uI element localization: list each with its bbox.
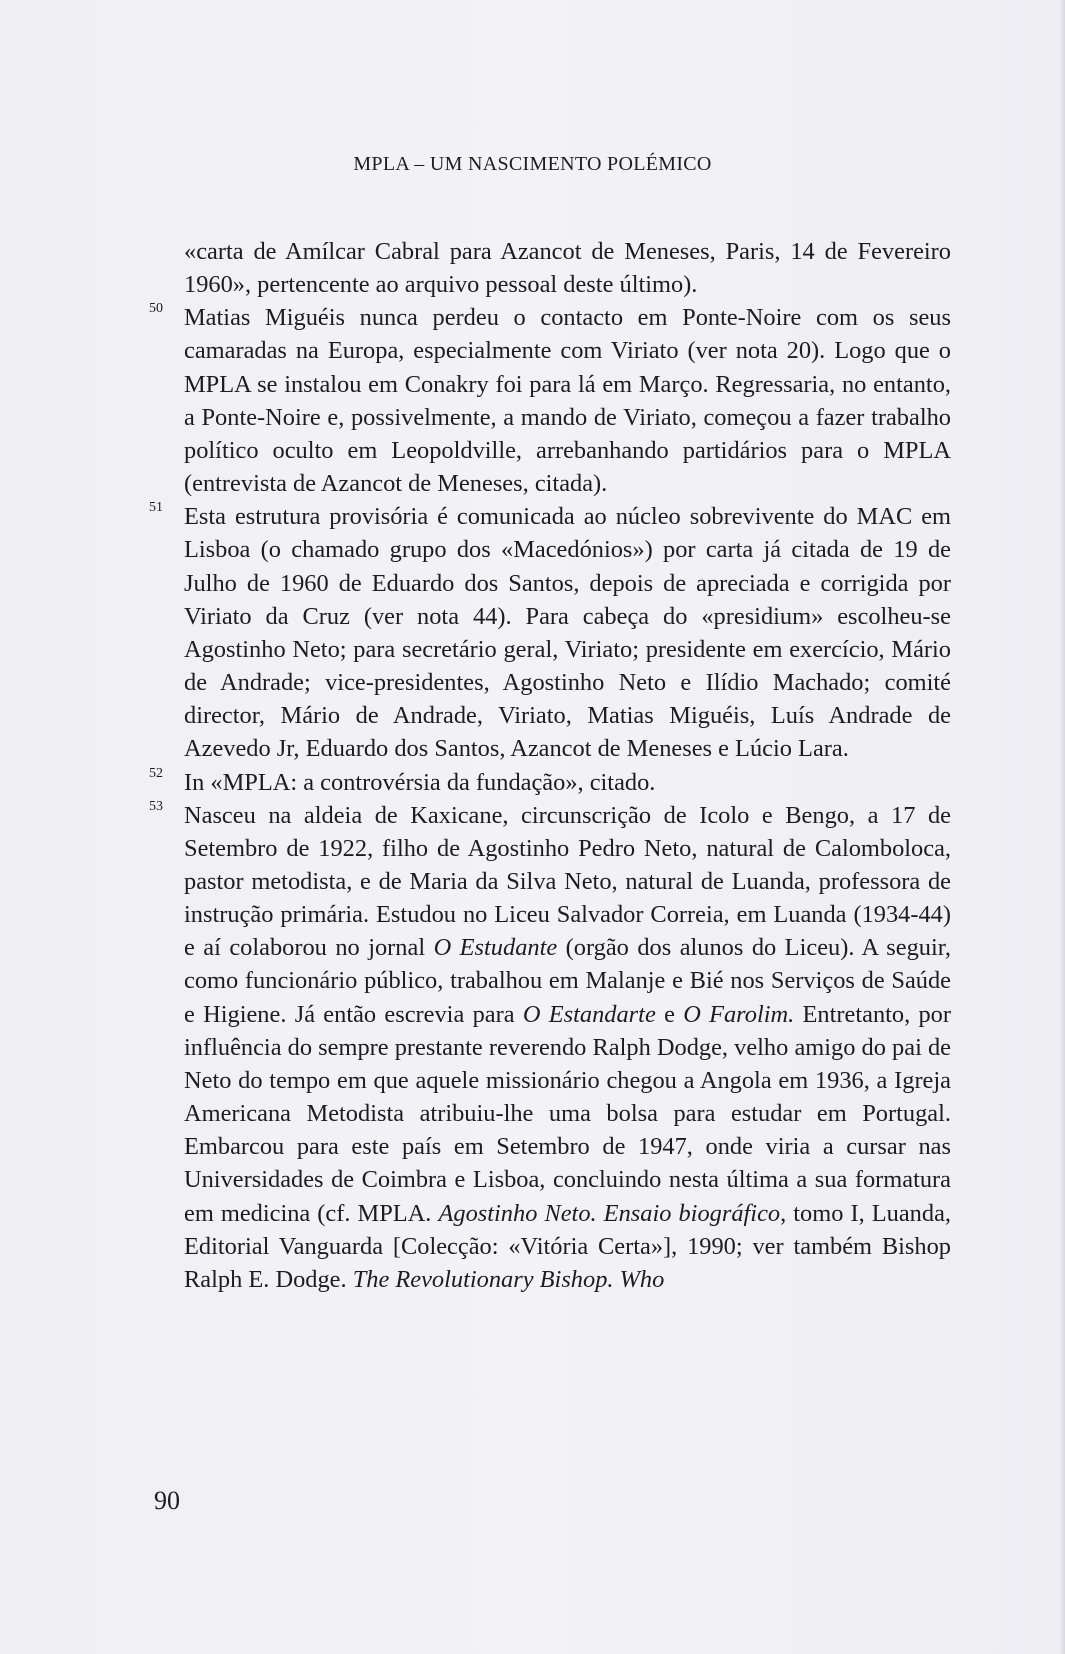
- italic-title: Agostinho Neto. Ensaio biográfico: [438, 1199, 781, 1227]
- footnote-text: [184, 799, 951, 1296]
- italic-title: The Revolutionary Bishop. Who: [352, 1265, 665, 1293]
- text-run: e: [655, 1000, 684, 1028]
- page-number: 90: [154, 1486, 180, 1515]
- running-header: MPLA – UM NASCIMENTO POLÉMICO: [353, 153, 712, 175]
- text-run: (orgão dos alunos do Liceu). A seguir, como funcionário público, trabalhou em Malanje e Bié nos Serviços de Saúde e Higiene. Já então escrevia para: [184, 934, 952, 1028]
- footnote-number: 53: [149, 798, 163, 814]
- footnote-text: Esta estrutura provisória é comunicada ao núcleo sobrevivente do MAC em Lisboa (o chamado grupo dos «Macedónios») por carta já citada de 19 de Julho de 1960 de Eduardo dos Santos, depois de apreciada e corrigida por Viriato da Cruz (ver nota 44). Para cabeça do «presidium» escolheu-se Agostinho Neto; para secretário geral, Viriato; presidente em exercício, Mário de Andrade; vice-presidentes, Agostinho Neto e Ilídio Machado; comité director, Mário de Andrade, Viriato, Matias Miguéis, Luís Andrade de Azevedo Jr, Eduardo dos Santos, Azancot de Meneses e Lúcio Lara.: [184, 503, 951, 763]
- footnote-continuation: [184, 235, 951, 301]
- footnote-number: 50: [149, 301, 163, 317]
- text-run: Nasceu na aldeia de Kaxicane, circunscrição de Icolo e Bengo, a 17 de Setembro de 1922, filho de Agostinho Pedro Neto, natural de Calomboloca, pastor metodista, e de Maria da Silva Neto, natural de Luanda, professora de instrução primária. Estudou no Liceu Salvador Correia, em Luanda (1934-44) e aí colaborou no jornal: [184, 801, 951, 962]
- page-edge-shadow: [1059, 0, 1065, 1654]
- footnote-text: In «MPLA: a controvérsia da fundação», citado.: [184, 768, 656, 796]
- footnote-51: [149, 500, 951, 765]
- italic-title: O Farolim.: [683, 1000, 795, 1028]
- footnote-number: 52: [149, 765, 163, 781]
- text-run: Entretanto, por influência do sempre prestante reverendo Ralph Dodge, velho amigo do pai de Neto do tempo em que aquele missionário chegou a Angola em 1936, a Igreja Americana Metodista atribuiu-lhe uma bolsa para estudar em Portugal. Embarcou para este país em Setembro de 1947, onde viria a cursar nas Universidades de Coimbra e Lisboa, concluindo nesta última a sua formatura em medicina (cf. MPLA.: [184, 1000, 951, 1227]
- footnote-53: [149, 798, 952, 1296]
- footnote-text: Matias Miguéis nunca perdeu o contacto em Ponte-Noire com os seus camaradas na Europa, especialmente com Viriato (ver nota 20). Logo que o MPLA se instalou em Conakry foi para lá em Março. Regressaria, no entanto, a Ponte-Noire e, possivelmente, a mando de Viriato, começou a fazer trabalho político oculto em Leopoldville, arrebanhando partidários para o MPLA (entrevista de Azancot de Meneses, citada).: [184, 304, 951, 498]
- footnotes-block: [149, 235, 952, 1296]
- footnote-text: «carta de Amílcar Cabral para Azancot de Meneses, Paris, 14 de Fevereiro 1960», pertencente ao arquivo pessoal deste último).: [184, 238, 951, 299]
- italic-title: O Estandarte: [522, 1000, 656, 1028]
- footnote-50: [149, 301, 951, 500]
- text-run: , tomo I, Luanda, Editorial Vanguarda [Colecção: «Vitória Certa»], 1990; ver também Bishop Ralph E. Dodge.: [184, 1199, 951, 1293]
- footnote-number: 51: [149, 500, 163, 516]
- italic-title: O Estudante: [433, 934, 558, 962]
- footnote-52: [149, 765, 951, 799]
